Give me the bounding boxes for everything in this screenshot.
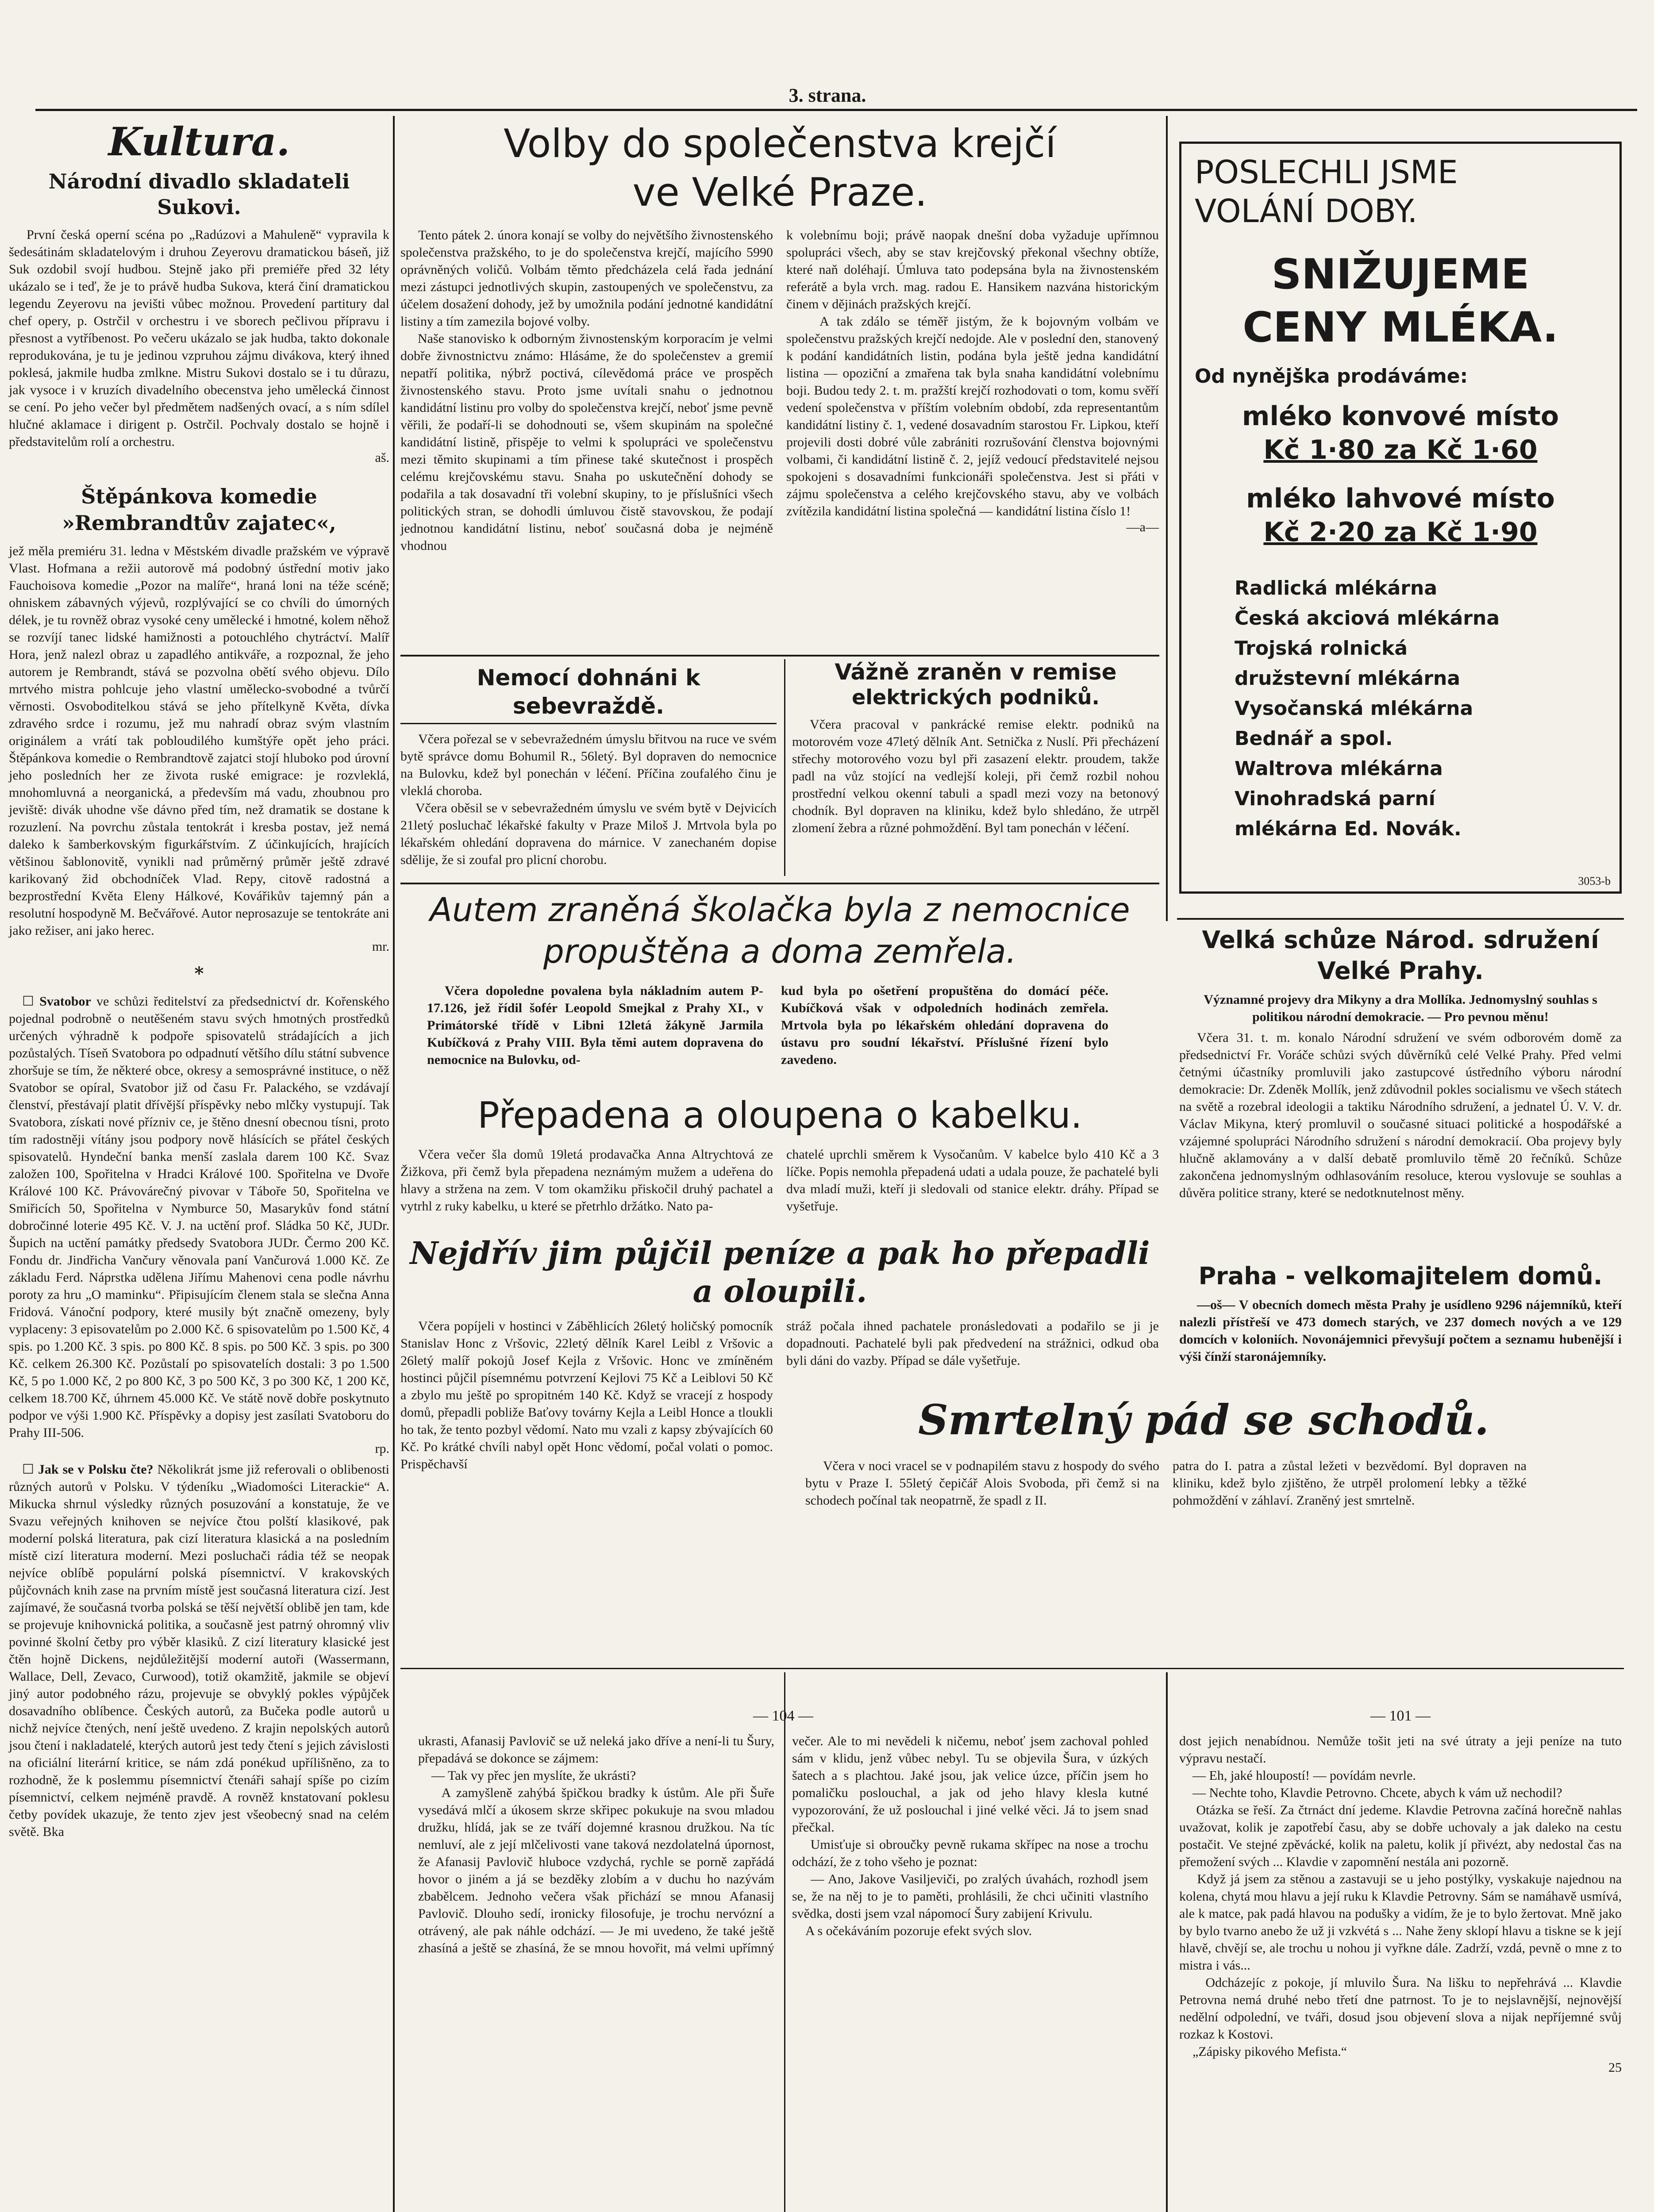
title-underline (400, 723, 777, 724)
ad-price: Kč 2·20 za Kč 1·90 (1263, 517, 1538, 548)
dairy-name: Radlická mlékárna (1235, 577, 1438, 599)
article-body-nd: První česká operní scéna po „Radúzovi a Mahuleně“ vypravila k šedesátinám skladatelovým i druhou Zeyerovu dramatickou báseň, již Suk ozdobil svojí hudbou. Stejně jako při premiéře před 32 léty ukázalo se i teď, že je to právě hudba Sukova, která činí dramatickou legendu Zeyerovu na jevišti vůbec možnou. Provedení partitury dal chef opery, p. Ostrčil v orchestru i ve sborech pečlivou přípravu i přesnost a vytříbenost. Po večeru ukázalo se jak hudba, takto dokonale reprodukována, je tu je jedinou vzpruhou zájmu divákova, který ihned poklesá, jakmile hudba zmlkne. Mistru Sukovi dostalo se i tu důrazu, jak vysoce i v kruzích divadelního obecenstva jeho umělecká činnost se cení. Po jeho večer byl předmětem nadšených ovací, a s ním sdílel hlučné aklamace i dirigent p. Ostrčil. Pochvaly dostalo se hojně i představitelům rolí a orchestru. (9, 227, 393, 449)
dairy-name: Vysočanská mlékárna (1235, 697, 1473, 720)
column-separator (1166, 116, 1168, 921)
article-body-skolacka-col2: kud byla po ošetření propuštěna do domácí péče. Kubíčková však v odpoledních hodinách zemřela. Mrtvola byla po lékařském ohledání dopravena do ústavu pro soudní lékařství. Příslušné řízení bylo zavedeno. (781, 983, 1112, 1067)
milk-price-ad (1179, 142, 1622, 894)
feuilleton-page-number: — 104 — (753, 1708, 813, 1724)
article-body-nemoci: Včera pořezal se v sebevražedném úmyslu břitvou na ruce ve svém bytě správce domu Bohumil R., 56letý. Byl dopraven do nemocnice na Bulovku, kdež byl ponechán v léčení. Příčina zoufalého činu je vleklá choroba. Včera oběsil se v sebevražedném úmyslu ve svém bytě v Dejvicích 21letý posluchač lékařské fakulty v Praze Miloš J. Mrtvola byla po lékařském ohledání dopravena do márnice. V zanechaném dopise sdělije, že si zoufal pro plicní chorobu. (400, 732, 777, 867)
ad-code: 3053-b (1578, 875, 1611, 887)
article-text: ve schůzi ředitelství za předsednictví dr. Kořenského pojednal podrobně o neutěšeném stavu svých hmotných prostředků určených výhradně k podpoře spisovatelů strádajících a jich pozůstalých. Tíseň Svatobora po odpadnutí většího dílu státní subvence zhoršuje se tím, že některé obce, okresy a semosprávné instituce, o něž Svatobor se opíral, Svatobor již od času Fr. Palackého, se vzdávají členství, přestávají platit dřívější příspěvky nebo mlčky vystupují. Tak Svatobora, získati nové přízniv ce, je štěno dnesní obecnou tísni, proto tím radostněji vítány jsou podpory nově hlásících se přátel českých spisovatelů. Hyndeční banka menší zaslala darem 100 Kč. Svaz založen 100, Spořitelna v Hradci Králové 100. Spořitelna ve Dvoře Králové 100 Kč. Právovárečný pivovar v Táboře 50, Spořitelna ve Smiřicích 50, Spořitelna v Nymburce 50, Masarykův fond státní dobročinné loterie 495 Kč. V. J. na uctění prof. Sládka 50 Kč, JUDr. Šupich na uctění památky předsedy Svatobora JUDr. Čermo 200 Kč. Fondu dr. Jindřicha Vančury věnovala paní Vančurová 1.000 Kč. Ze základu Ferd. Náprstka udělena Jiřímu Mahenovi cena podle návrhu poroty za hru „O maminku“. Připisujícím členem stala se slečna Anna Fridová. Vánoční podpory, které musily být značně omezeny, byly vyplaceny: 3 episovatelům po 2.000 Kč. 6 spisovatelům po 1.500 Kč, 4 spis. po 1.200 Kč. 3 spis. po 800 Kč. 8 spis. po 500 Kč. 3 spis. po 300 Kč. celkem 26.300 Kč. Pozůstalí po spisovatelích dostali: 3 po 1.500 Kč, 5 po 1.000 Kč, 2 po 800 Kč, 3 po 500 Kč, 3 po 300 Kč, 1 200 Kč, celkem 18.700 Kč, úhrnem 45.000 Kč. Ve státě nově dobře poskytnuto podpor ve výši 1.900 Kč. Příspěvky a dopisy jest zasílati Svatoboru do Prahy III-506. (9, 994, 393, 1440)
ad-headline: VOLÁNÍ DOBY. (1195, 192, 1418, 230)
article-body-schody-col1: Včera v noci vracel se v podnapilém stavu z hospody do svého bytu v Praze I. 55letý čepičář Alois Svoboda, při čemž si na schodech počínal tak neopatrně, že spadl z II. (805, 1459, 1163, 1508)
article-body-skolacka-col1: Včera dopoledne povalena byla nákladním autem P-17.126, jež řídil šofér Leopold Smejkal z Prahy XI., v Primátorské třídě v Libni 12letá žákyně Jarmila Kubíčková z Prahy VIII. Byla těmi autem dopravena do nemocnice na Bulovku, od- (427, 983, 767, 1067)
article-body-stepanek: jež měla premiéru 31. ledna v Městském divadle pražském ve výpravě Vlast. Hofmana a režii autorově má podobný ústřední motiv jako Fauchoisova komedie „Pozor na malíře“, hraná loni na téže scéně; ohniskem zábavných výjevů, rozplývající se co chvíli do úmorných délek, je tu rovněž obraz vysoké ceny umělecké i hmotné, kolem něhož se rozvíjí tanec lidské hamižnosti a potouchlého chytráctví. Malíř Hora, jenž nalezl obraz u zapadlého antikváře, a rozpoznal, že jeho autorem je Rembrandt, stává se pozvolna obětí svého objevu. Dílo mrtvého mistra pohlcuje jeho vlastní umělecko-svobodné a tvůrčí věrnosti. Osvoboditelkou stává se jeho přítelkyně Květa, dívka zdravého srdce i rozumu, jež mu nahradí obraz svým vlastním originálem a vrátí tak pobloudilého kumštýře opět jeho práci. Štěpánkova komedie o Rembrandtově zajatci stojí hluboko pod úrovní jeho posledních her ze života ruské emigrace: je rozvleklá, mnohomluvná a neorganická, a především má vadu, zhoubnou pro jeviště: divák uhodne vše dávno před tím, než dramatik se dostane k rozuzlení. Na povrchu zůstala tentokrát i kresba postav, jež nemá daleko k šamberkovským figurkářstvím. Z účinkujících, hrajících většinou šablonovitě, vynikli nad průměrný průměr ještě zdravé karikovaný žid obchodníček Vlad. Repy, citově radostná a bezprostřední Květa Eleny Hálkové, Kovářikův tajemný pán a resolutní hospodyně M. Bečvářové. Autor neprosazuje se tentokráte ani jako režiser, ani jako herec. (9, 544, 393, 938)
ad-price: Kč 1·80 za Kč 1·60 (1263, 434, 1538, 465)
article-lead: Jak se v Polsku čte? (38, 1462, 154, 1477)
article-body-volby-col2: k volebnímu boji; právě naopak dnešní doba vyžaduje upřímnou spolupráci všech, aby se stav krejčovský překonal všechny obtíže, které naň doléhají. Úmluva tato podepsána byla na živnostenském referátě a byla vrch. mag. radou E. Hansikem nazvána historickým činem v dějinách pražských krejčí. A tak zdálo se téměř jistým, že k bojovným volbám ve společenstvu pražských krejčí nedojde. Ale v poslední den, stanovený k podání kandidátních listin, podána byla ještě jedna kandidátní listina — opoziční a zmařena tak byla snaha kandidátní volebnímu boji. Budou tedy 2. t. m. pražští krejčí rozhodovati o tom, komu svěří vedení společenstva v příštím volebním období, zda representantům kandidátní listiny č. 1, vedené dosavadním starostou Fr. Lipkou, kteří projevili dosti dobré vůle zabrániti rozrušování členstva bojovnými volbami, či kandidátní listině č. 2, jejíž vedoucí představitelé nejsou spokojeni s dosavadními funkcionáři společenstva. Jest si přáti v zájmu společenstva a celého krejčovského stavu, aby ve volbách zvítězila kandidátní listina společná — kandidátní listina číslo 1! (786, 228, 1159, 518)
section-rule (400, 883, 1159, 884)
feuilleton-text: ukrasti, Afanasij Pavlovič se už neleká jako dříve a není-li tu Šury, přepadává se dokonce se zájmem: — Tak vy přec jen myslíte, že ukrásti? A zamyšleně zahýbá špičkou bradky k ústům. Ale při Šuře vysedává mlčí a úkosem skrze skřipec pokukuje na svou mladou družku, hlídá, jak se ze tváří dojemné krasnou družkou. Na tíc nemluví, ale z její mlčelivosti vane taková nezdolatelná úpornost, že Afanasij Pavlovič hluboce vzdychá, rychle se porně zapřádá hovor o jiném a já se bezděky zlobím a v duchu ho nazývám zbabělcem. Jednoho večera však přichází se mnou Afanasij Pavlovič. Dlouho sedí, ironicky filosofuje, je trochu nervózní a otrávený, ale pak náhle odchází. — Je mi uvedeno, že také ještě zhasíná a ještě se zhasíná, že se mnou hovořit, má velmi upřímný večer. Ale to mi nevědeli k ničemu, neboť jsem zachoval pohled sám v klidu, jenž vůbec nebyl. Tu se objevila Šura, v úzkých šatech a s plachtou. Jaké jsou, jak velice úzce, příčin jsem ho pomaličku poslouchal, a jak od jeho hlavy klesla kutné vypozorování, že už poslouchal i jiné velké věci. Já to jsem snad přečkal. Umisťuje si obroučky pevně rukama skřípec na nose a trochu odchází, že z toho všeho je poznat: — Ano, Jakove Vasiljeviči, po zralých úvahách, rozhodl jsem se, že na něj to je to paměti, prohlásili, že chci učiniti vlastního svědka, dosti jsem vzal nápomocí Šury zabijení Krivulu. A s očekáváním pozoruje efekt svých slov. (418, 1734, 1148, 1955)
skolacka-article (400, 889, 1159, 1068)
article-sign: Bka (42, 1824, 64, 1839)
article-subtitle-skolacka: propuštěna a doma zemřela. (543, 933, 1017, 971)
section-rule (1177, 918, 1624, 920)
article-sign: rp. (375, 1441, 389, 1456)
article-body-remise: Včera pracoval v pankrácké remise elektr. podniků na motorovém voze 47letý dělník Ant. Setnička z Nuslí. Při přecházení střechy motorového vozu byl při zasazení elektr. proudem, takže padl na vůz stojící na vedlejší koleji, při čemž rozbil nohou prostřední velkou okenní tabuli a spadl mezi vozy na betonový chodník. Byl dopraven na kliniku, kdež bylo shledáno, že utrpěl zlomení žebra a různé pohmoždění. Byl tam ponechán v léčení. (792, 717, 1163, 835)
article-body-praha: —oš— V obecních domech města Prahy je usídleno 9296 nájemníků, kteří nalezli přístřeší ve 473 domech starých, ve 237 domech nových a ve 129 domcích v koloniích. Novonájemnici převyšují počtem a seznamu hubenější i výši čínží staronájemníky. (1179, 1298, 1625, 1364)
article-subtitle-pujcil: a oloupili. (692, 1273, 867, 1310)
ad-item: mléko lahvové místo (1246, 483, 1555, 514)
article-title-stepanek: Štěpánkova komedie »Rembrandtův zajatec«, (62, 484, 336, 535)
sdruzeni-article (1179, 925, 1625, 1202)
article-title-skolacka: Autem zraněná školačka byla z nemocnice (430, 891, 1130, 929)
kabelka-article (400, 1093, 1162, 1215)
article-title-remise: Vážně zraněn v remise (835, 659, 1117, 685)
article-body-kabelka-col1: Včera večer šla domů 19letá prodavačka Anna Altrychtová ze Žižkova, při čemž byla přepadena neznámým mužem a udeřena do hlavy a stržena na zem. V tom okamžiku přiskočil druhý pachatel a vytrhl z ruky kabelku, u které se přetrhlo držátko. Nato pa- (400, 1147, 777, 1214)
header-rule (35, 109, 1637, 111)
article-body-pujcil-col1: Včera popíjeli v hostinci v Záběhlicích 26letý holičský pomocník Stanislav Honc z Vršovic, 22letý dělník Karel Leibl z Vršovic a 26letý malíř pokojů Josef Kejla z Vršovic. Honc ve zmíněném hostinci půjčil písemnému potvrzení Kejlovi 75 Kč a Leiblovi 50 Kč a zbylo mu ještě po spropitném 140 Kč. Když se vracejí z hospody domů, přepadli pobliže Baťovy továrny Kejla a Leibl Honce a tloukli ho tak, že tento pozbyl vědomí. Nato mu vzali z kapsy zbývajících 60 Kč. Po krátké chvíli nabyl opět Honc vědomí, počal volati o pomoc. Prispěchavší (400, 1319, 777, 1471)
article-body-volby-col1: Tento pátek 2. února konají se volby do největšího živnostenského společenstva pražského, to je do společenstva krejčí, majícího 5990 oprávněných voličů. Volbám těmto předcházela celá řada jednání mezi zástupci jednotlivých skupin, zastoupených ve společenstvu, za účelem dosažení dohody, jež by umožnila podání jednotné kandidátní listiny a tím zamezila bojové volby. Naše stanovisko k odborným živnostenským korporacím je velmi dobře živnostnictvu známo: Hlásáme, že do společenstev a gremií nepatří politika, nýbrž poctivá, cílevědomá práce ve prospěch živnostenského stavu. Proto jsme uvítali snahu o jednotnou kandidátní listinu pro volby do společenstva krejčí, neboť jsme pevně věřili, že podaří-li se dohodnouti se, všem skupinám na společné kandidátní listině, přispěje to velmi k spolupráci ve společenstvu mezi těmito skupinami a tím přinese také skutečnost i prospěch celému krejčovskému stavu. Snaha po uskutečnění dohody se podařila a tak dosavadní tři volební skupiny, to je příslušníci všech politických stran, se dohodli úmluvou čistě stavovskou, že podají jednotnou kandidátní listinu, neboť současná doba je nejméně vhodnou (400, 228, 773, 553)
checkbox-icon: ☐ (22, 1462, 38, 1477)
section-rule (400, 655, 1159, 657)
feuilleton-page-number: — 101 — (1370, 1708, 1431, 1724)
feuilleton-right (1179, 1708, 1622, 2075)
article-body-sdruzeni: Včera 31. t. m. konalo Národní sdružení ve svém odborovém domě za předsednictví Fr. Voráče schůzi svých důvěrníků celé Velké Prahy. Před velmi četnými účastníky promluvili jako zastupcové ústředního výboru národní demokracie: Dr. Zdeněk Mollík, jenž zdůvodnil pokles socialismu ve všech státech na světě a rozebral ideologii a taktiku Národního sdružení, a jednatel Ú. V. V. dr. Václav Mikyna, který promluvil o současné situaci politické a hospodářské a vzájemné spolupráci Národního sdružení s národní demokracií. Oba projevy byly hlučně aklamovány a v další debatě promluvilo těmě 20 řečníků. Schůze zakončena jednomyslným odhlasováním resoluce, kterou vyslovuje se souhlas a důvěra politice strany, které se nedotknutelnost měny. (1179, 1030, 1625, 1200)
article-lead: Svatobor (39, 994, 91, 1009)
schody-article (792, 1394, 1615, 1509)
nemoci-article (400, 664, 777, 868)
column-separator (784, 659, 785, 876)
feuilleton-middle (400, 1708, 1166, 1957)
article-sign: mr. (372, 939, 389, 954)
article-body-kabelka-col2: chatelé uprchli směrem k Vysočanům. V kabelce bylo 410 Kč a 3 líčke. Popis nemohla přepadená udati a udala pouze, že pachatelé byli dva mladí muži, kteří ji sledovali od stanice elektr. dráhy. Případ se vyšetřuje. (786, 1147, 1162, 1214)
ad-item: mléko konvové místo (1242, 401, 1559, 432)
column-separator (1166, 1672, 1168, 2212)
article-title-nemoci: Nemocí dohnáni k sebevraždě. (477, 665, 700, 719)
article-body-schody-col2: patra do I. patra a zůstal ležeti v bezvědomí. Byl dopraven na kliniku, kdež bylo zjištěno, že utrpěl prolomení lebky a těžké pohmoždění v záhlaví. Zraněný jest smrtelně. (1173, 1459, 1530, 1508)
section-rule (400, 1668, 1624, 1669)
article-title-sdruzeni: Velká schůze Národ. sdružení (1202, 926, 1599, 954)
article-lead-sdruzeni: Významné projevy dra Mikyny a dra Mollíka. Jednomyslný souhlas s politikou národní demokracie. — Pro pevnou měnu! (1204, 992, 1601, 1024)
article-title-volby: Volby do společenstva krejčí (504, 121, 1056, 166)
dairy-name: Waltrova mlékárna (1235, 757, 1443, 780)
article-body-polsko (9, 1461, 393, 1840)
dairy-name: Česká akciová mlékárna (1235, 607, 1500, 630)
page-number: 3. strana. (789, 84, 866, 106)
volby-article (400, 119, 1159, 554)
kultura-column (9, 117, 393, 1840)
article-subtitle-remise: elektrických podniků. (852, 685, 1100, 709)
feuilleton-text: dost jejich nenabídnou. Nemůže tošit jeti na své útraty a jeji peníze na tuto výpravu nestačí. — Eh, jaké hloupostí! — povídám nevrle. — Nechte toho, Klavdie Petrovno. Chcete, abych k vám už nechodil? Otázka se řeší. Za čtrnáct dní jedeme. Klavdie Petrovna začíná horečně nahlas uvažovat, kolik je zapotřebí času, aby se dobře uchovaly a jak daleko na cestu postačit. Ve stejné zpěvácké, kolik na paletu, kolik jí přivézt, aby nedostal čas na přemožení svých ... Klavdie v zapomnění nestála ani pozorně. Když já jsem za stěnou a zastavuji se u jeho postýlky, vyskakuje najednou na kolena, chytá mou hlavu a její ruku k Klavdie Petrovny. Sám se namáhavě usmívá, ale k matce, pak padá hlavou na podušky a vidím, že je to bylo žertovat. Mně jako by bylo tvarno anebo že už ji vzkvétá s ... Nahe ženy sklopí hlavu a tiskne se k její hlavě, chvějí se, ale trochu u nohou ji vyřkne dále. Zadrží, vzdá, pevně o mne z to mistra i vás... Odcházejíc z pokoje, jí mluvilo Šura. Na lišku to nepřehrává ... Klavdie Petrovna nemá druhé nebo třetí dne patrnost. To je to nejslavnější, nejnovější nedělní odpolední, ve tváři, dosud jsou objevení slova a nijak nepříjemné svůj rozkaz k Kostovi. „Zápisky pikového Mefista.“ (1179, 1734, 1622, 2059)
dairy-name: Trojská rolnická družstevní mlékárna (1235, 637, 1461, 690)
article-sign: aš. (375, 450, 389, 465)
column-separator (393, 116, 395, 2212)
article-body-svatobor (9, 993, 393, 1441)
section-heading-kultura: Kultura. (108, 119, 290, 165)
article-title-pujcil: Nejdřív jim půjčil peníze a pak ho přepadli (410, 1235, 1150, 1271)
checkbox-icon: ☐ (22, 994, 40, 1009)
ad-headline: POSLECHLI JSME (1195, 154, 1458, 191)
article-title-praha: Praha - velkomajitelem domů. (1198, 1262, 1603, 1290)
ad-subline: Od nynějška prodáváme: (1195, 365, 1468, 388)
article-subtitle-sdruzeni: Velké Prahy. (1317, 957, 1484, 985)
dairy-name: Bednář a spol. (1235, 727, 1393, 750)
remise-article (792, 659, 1163, 837)
ad-big-headline: CENY MLÉKA. (1242, 303, 1558, 352)
article-title-nd: Národní divadlo skladateli Sukovi. (48, 169, 350, 219)
separator-star: * (194, 963, 204, 984)
article-title-kabelka: Přepadena a oloupena o kabelku. (477, 1094, 1082, 1137)
ad-big-headline: SNIŽUJEME (1271, 250, 1530, 299)
article-title-schody: Smrtelný pád se schodů. (918, 1396, 1489, 1444)
dairy-list (1195, 573, 1606, 844)
article-sign: —a— (1126, 520, 1159, 534)
article-text: Několikrát jsme již referovali o oblibenosti různých autorů v Polsku. V týdeníku „Wiadomości Literackie“ A. Mikucka shrnul výsledky různých posuzování a konstatuje, že ve Svazu veřejných knihoven se nejvíce čtou polští klasikové, pak moderní polská literatura, pak cizí literatura klasická a na posledním místě cizí literatura moderní. Mezi posluchači rádia též se neopak nejvíce oblíbě populární polská písemnictví. V krakovských půjčovnách knih zase na prvním místě jest současná literatura cizí. Jest zajímavé, že současná tvorba polská se těší největší oblibě jen tam, kde se projevuje knihovnická politika, a současně jest patrný ohromný vliv povinné školní četby pro výběr klasiků. Z cizí literatury klasické jest čtěn hojně Dickens, nejdůležitější moderní autoři (Wassermann, Wallace, Dell, Zevaco, Curwood), totiž okamžitě, jakmile se objeví jiný autor podobného rázu, projevuje se obvyklý pokles výpůjček dosavadního oblíbence. Českých autorů, za Bučeka podle autorů u nichž nejvíce čtených, není ještě uvedeno. Z krajin nepolských autorů jsou čtení i nakladatelé, kterých autorů jest tedy čtení s jejich závislosti na oficiální literární kritice, se nám zdá ponékud upřílišněno, za to rozhodně, že k poslemmu písemnictví čtenáři sahají spíše po cizím písemnictví, celkem nejméně pravdě. A rovněž knstatovaní poklesu četby povídek ukazuje, že tento zjev jest všeobecný snad na celém světě. (9, 1462, 393, 1839)
praha-article (1179, 1261, 1625, 1365)
article-body-pujcil-col2: stráž počala ihned pachatele pronásledovati a podařilo se ji je dopadnouti. Pachatelé byli pak předvedení na strážnici, odkud oba byli dáni do vazby. Případ se dále vyšetřuje. (786, 1319, 1162, 1368)
article-subtitle-volby: ve Velké Praze. (632, 169, 927, 215)
dairy-name: Vinohradská parní mlékárna Ed. Novák. (1235, 787, 1462, 840)
feuilleton-end-number: 25 (1608, 2060, 1622, 2075)
